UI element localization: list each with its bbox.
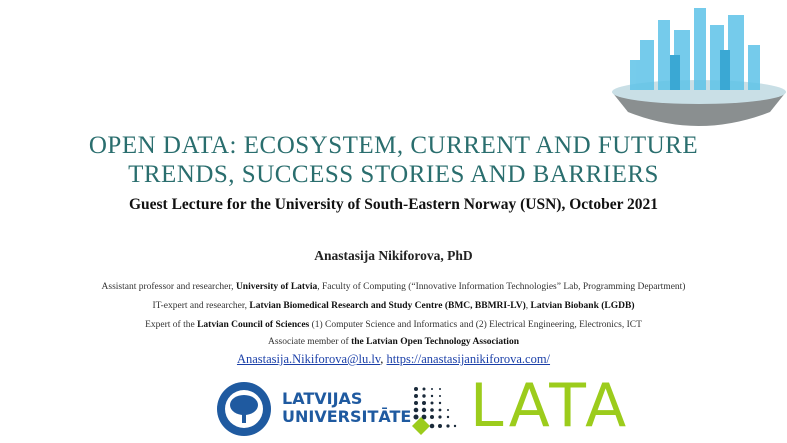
author-name: Anastasija Nikiforova, PhD — [314, 248, 473, 263]
separator: , — [380, 352, 387, 366]
title-line-2: TRENDS, SUCCESS STORIES AND BARRIERS — [128, 161, 659, 188]
text: , — [525, 301, 531, 311]
website-link[interactable]: https://anastasijanikiforova.com/ — [386, 352, 551, 366]
org: Latvian Biomedical Research and Study Centre (BMC, BBMRI-LV) — [249, 301, 526, 311]
lata-logo-text: LATA — [470, 371, 631, 441]
org: Latvian Council of Sciences — [197, 320, 310, 330]
text: Associate member of — [268, 337, 352, 347]
text: Expert of the — [145, 320, 198, 330]
title-line-1: OPEN DATA: ECOSYSTEM, CURRENT AND FUTURE — [88, 132, 699, 159]
org: Latvian Biobank (LGDB) — [530, 301, 635, 311]
lata-dots-logo — [410, 384, 460, 436]
university-of-latvia-logo-text — [282, 390, 411, 426]
slide-title — [0, 131, 787, 189]
text: Assistant professor and researcher, — [101, 282, 236, 292]
university-of-latvia-seal-logo — [216, 381, 272, 437]
affiliation-line — [0, 337, 787, 347]
logo-line: LATVIJAS — [282, 389, 363, 408]
org: the Latvian Open Technology Association — [351, 337, 519, 347]
subtitle: Guest Lecture for the University of South-Eastern Norway (USN), October 2021 — [128, 196, 659, 213]
org: University of Latvia — [235, 282, 318, 292]
text: (1) Computer Science and Informatics and (2) Electrical Engineering, Electronics, ICT — [309, 320, 642, 330]
affiliation-line — [0, 301, 787, 311]
affiliation-line — [0, 282, 787, 292]
text: , Faculty of Computing (“Innovative Information Technologies” Lab, Programming Department) — [317, 282, 686, 292]
contact-links — [0, 352, 787, 367]
text: IT-expert and researcher, — [152, 301, 250, 311]
smart-city-illustration — [610, 0, 787, 140]
logo-line: UNIVERSITĀTE — [282, 407, 412, 426]
affiliation-line — [0, 320, 787, 330]
email-link[interactable]: Anastasija.Nikiforova@lu.lv — [236, 352, 381, 366]
